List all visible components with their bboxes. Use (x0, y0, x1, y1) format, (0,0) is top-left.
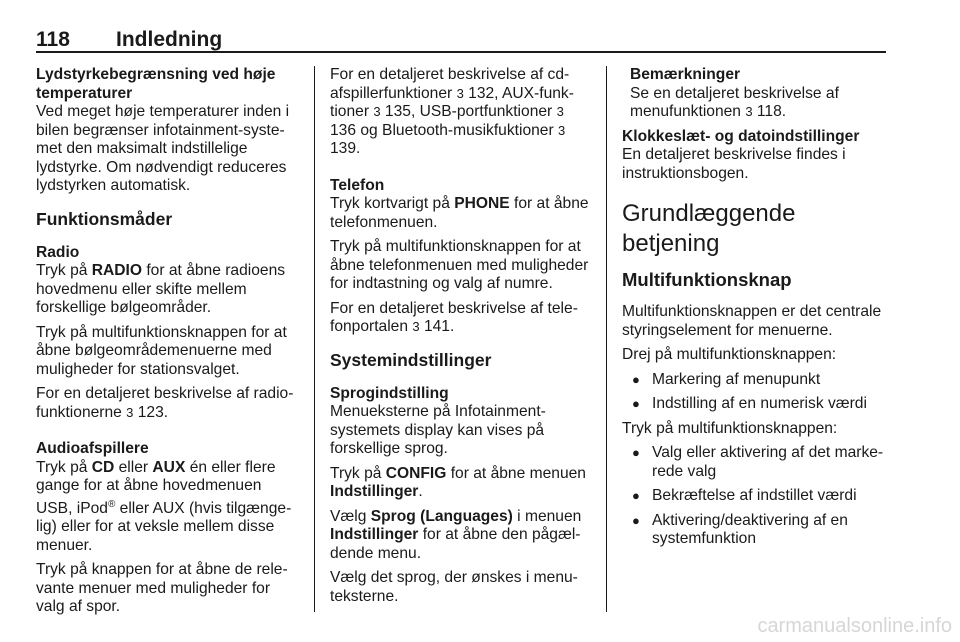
paragraph: Tryk på CD eller AUX én eller flere gange for at åbne hovedmenuen USB, iPod® eller AUX (hvis tilgænge-lig) eller for at veksle mellem disse menuer. (36, 458, 292, 554)
paragraph: Tryk på knappen for at åbne de rele-vante menuer med muligheder for valg af spor. (36, 561, 288, 616)
list-item: ● Indstilling af en numerisk værdi (622, 395, 888, 414)
column-1 (36, 66, 300, 623)
page-ref[interactable]: 136 (330, 121, 357, 139)
section-heading: Lydstyrkebegrænsning ved høje temperaturer (36, 66, 276, 102)
paragraph: Tryk på multifunktionsknappen for at åbne telefonmenuen med muligheder for indtastning og valg af numre. (330, 238, 589, 292)
paragraph: Tryk på multifunktionsknappen: (622, 419, 838, 437)
page-ref-arrow-icon: 3 (126, 404, 134, 420)
menu-item-label: Sprog (Languages) (370, 507, 513, 525)
page-ref[interactable]: 141 (423, 318, 450, 335)
column-3 (622, 66, 888, 555)
page-ref[interactable]: 139 (330, 140, 357, 157)
subheading: Telefon (330, 176, 385, 194)
paragraph: Tryk kortvarigt på PHONE for at åbne telefonmenuen. (330, 195, 589, 231)
list-item: ● Bekræftelse af indstillet værdi (622, 487, 888, 506)
list-item: ● Markering af menupunkt (622, 371, 888, 390)
paragraph: Vælg Sprog (Languages) i menuen Indstillinger for at åbne den pågæl-dende menu. (330, 507, 582, 562)
section-heading: Funktionsmåder (36, 208, 173, 229)
paragraph: Tryk på CONFIG for at åbne menuen Indstillinger. (330, 464, 586, 500)
page-ref[interactable]: 118 (756, 103, 782, 120)
page-ref-arrow-icon: 3 (456, 85, 464, 101)
key-label: PHONE (454, 195, 510, 212)
list-item: ● Aktivering/deaktivering af en systemfunktion (622, 512, 888, 549)
paragraph: For en detaljeret beskrivelse af radio-funktionerne 3 123. (36, 385, 294, 421)
paragraph: En detaljeret beskrivelse findes i instruktionsbogen. (622, 146, 846, 182)
subheading: Audioafspillere (36, 440, 149, 457)
column-divider (606, 66, 607, 612)
paragraph: Ved meget høje temperaturer inden i bilen begrænser infotainment-syste-met den maksimalt indstillelige lydstyrke. Om nødvendigt reduceres lydstyrken automatisk. (36, 103, 290, 194)
key-label: CD (91, 458, 115, 476)
page-ref[interactable]: 123 (137, 403, 164, 421)
subheading: Klokkeslæt- og datoindstillinger (622, 127, 860, 145)
page-number: 118 (36, 28, 70, 51)
page-ref-arrow-icon: 3 (745, 104, 753, 119)
page-ref-arrow-icon: 3 (373, 104, 381, 119)
paragraph: Multifunktionsknappen er det centrale styringselement for menuerne. (622, 303, 882, 339)
column-2 (330, 66, 594, 612)
note-box (622, 66, 888, 122)
menu-label: Indstillinger (330, 483, 419, 500)
bullet-list (622, 444, 888, 549)
key-label: RADIO (91, 262, 142, 279)
paragraph: Vælg det sprog, der ønskes i menu-teksterne. (330, 569, 578, 605)
bullet-list (622, 371, 888, 414)
paragraph: For en detaljeret beskrivelse af tele-fonportalen 3 141. (330, 299, 578, 335)
page-ref[interactable]: 132 (468, 84, 495, 102)
chapter-heading: Grundlæggende betjening (622, 200, 796, 257)
note-heading: Bemærkninger (630, 66, 741, 83)
page-ref-arrow-icon: 3 (558, 122, 566, 138)
paragraph: Drej på multifunktionsknappen: (622, 346, 837, 363)
subheading: Sprogindstilling (330, 384, 449, 402)
key-label: CONFIG (385, 464, 447, 482)
page-ref-arrow-icon: 3 (412, 319, 420, 334)
paragraph: For en detaljeret beskrivelse af cd-afspillerfunktioner 3 132, AUX-funk-tioner 3 135, USB-portfunktioner 3 136 og Bluetooth-musikfuktioner 3 139. (330, 66, 574, 157)
paragraph: Tryk på multifunktionsknappen for at åbne bølgeområdemenuerne med muligheder for stationsvalget. (36, 323, 287, 378)
note-text: Se en detaljeret beskrivelse af menufunktionen 3 118. (630, 84, 839, 120)
page-ref-arrow-icon: 3 (556, 104, 564, 119)
menu-label: Indstillinger (330, 526, 419, 543)
column-divider (314, 66, 315, 612)
chapter-title: Indledning (116, 28, 223, 51)
section-heading: Multifunktionsknap (622, 269, 792, 290)
key-label: AUX (152, 458, 186, 476)
paragraph: Tryk på RADIO for at åbne radioens hovedmenu eller skifte mellem forskellige bølgeområder. (36, 262, 286, 316)
page-ref[interactable]: 135 (384, 103, 411, 120)
subheading: Radio (36, 243, 80, 261)
section-heading: Systemindstillinger (330, 349, 492, 370)
watermark: carmanualsonline.info (757, 615, 952, 637)
list-item: ● Valg eller aktivering af det marke-rede valg (622, 444, 888, 481)
paragraph: Menueksterne på Infotainment-systemets display kan vises på forskellige sprog. (330, 403, 546, 457)
header-rule (36, 51, 886, 53)
